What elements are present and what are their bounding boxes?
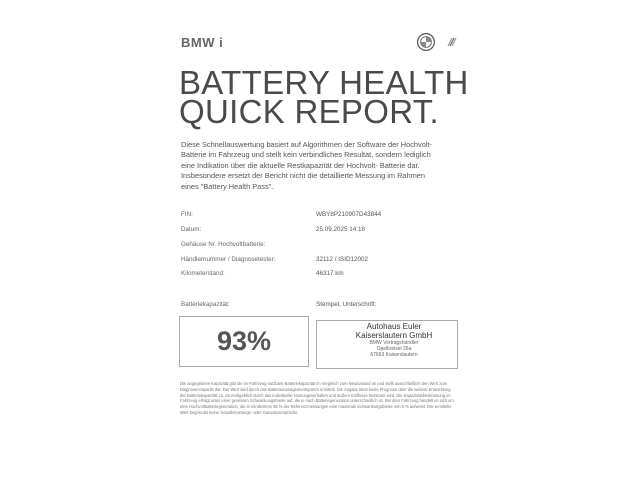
- capacity-value: 93%: [216, 326, 272, 356]
- dealer-number-value: 32112 / ISID12002: [316, 256, 369, 263]
- bmw-roundel-icon: [417, 33, 459, 51]
- title-line-1: BATTERY HEALTH: [179, 64, 469, 101]
- stamp-line-5: 67663 Kaiserslautern: [370, 352, 418, 358]
- mileage-label: Kilometerstand:: [181, 270, 225, 277]
- date-label: Datum:: [181, 226, 202, 233]
- intro-text: Diese Schnellauswertung basiert auf Algorithmen der Software der Hochvolt- Batterie im Fahrzeug und stellt kein verbindliches Resultat, sondern lediglich eine Indikation über die aktuelle Restkapazität der Hochvolt- Batterie dar. Insbesondere ersetzt der Bericht nicht die detaillierte Messung im Rahmen eines "Battery Health Pass".: [181, 140, 432, 191]
- stamp-label: Stempel, Unterschrift:: [316, 301, 377, 308]
- battery-housing-label: Gehäuse Nr. Hochvoltbatterie:: [181, 241, 266, 248]
- m-stripes-icon: [448, 38, 456, 46]
- bmw-m-logos: [417, 33, 459, 51]
- date-value: 25.09.2025 14:18: [316, 226, 366, 233]
- stamp-line-3: BMW Vertragshändler: [369, 340, 419, 346]
- disclaimer-text: Die angegebene Kapazität gibt die im Fahrzeug nutzbare Batteriekapazität im Vergleich zum Neuzustand an und stellt ausschließlich den Wert zum Diagnosezeitpunkt dar. Der Wert wird durch das Batteriemanagementsystem ermittelt. Die Angabe lässt keine Prognose über die weitere Entwicklung der Batteriekapazität zu, da maßgeblich durch das individuelle Nutzungsverhalten und äußere Einflüsse bestimmt wird. Die Kapazitätsbestimmung im Fahrzeug erfolgt unter einer gewissen Schwankungsbreite auf, die je nach Batteriegeneration unterschiedlich ist. Bei dem Fahrzeug handelt es sich um eine Hochvoltbatteriegeneration, die in mindestens 95 % der Referenzmessungen eine maximale Schwankungsbreite von 5 % aufweist. Der ermittelte Wert begründet keine Gewährleistungs- oder Garantieansprüche.: [180, 381, 454, 415]
- capacity-label: Batteriekapazität:: [181, 301, 230, 308]
- stamp-line-1: Autohaus Euler: [366, 322, 422, 331]
- fin-label: FIN:: [181, 211, 193, 218]
- dealer-stamp: [330, 322, 458, 358]
- mileage-value: 46317 km: [316, 270, 344, 277]
- page-title: [179, 64, 469, 130]
- fin-value: WBY8P210907D43844: [316, 211, 382, 218]
- stamp-line-4: Opelkreisel 26a: [376, 346, 412, 352]
- stamp-line-2: Kaiserslautern GmbH: [355, 331, 433, 340]
- brand-logo-text: BMW i: [181, 35, 224, 50]
- dealer-number-label: Händlernummer / Diagnosetester:: [181, 256, 276, 263]
- title-line-2: QUICK REPORT.: [179, 93, 440, 130]
